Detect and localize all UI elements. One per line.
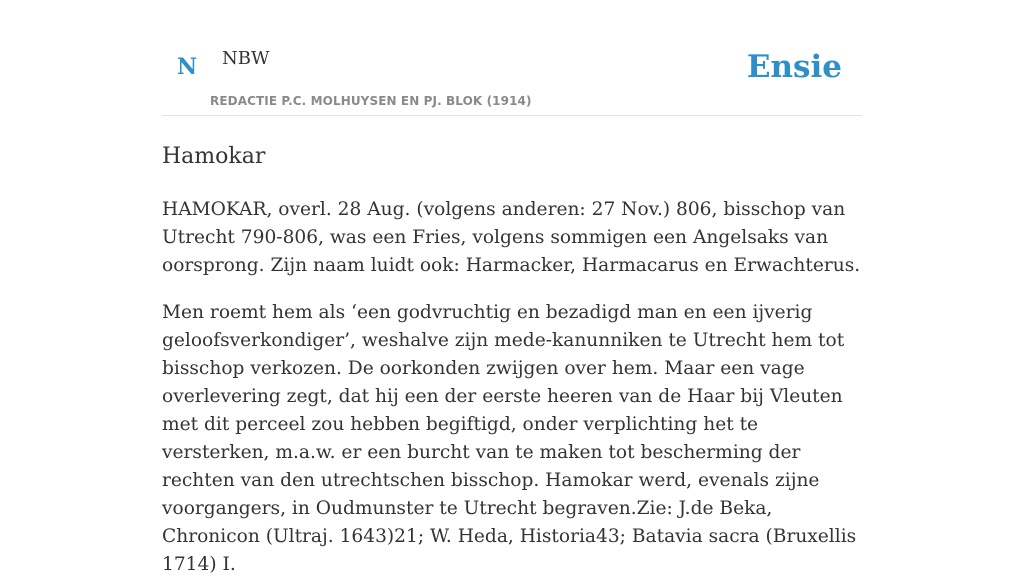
brand-logo[interactable]: Ensie	[746, 49, 842, 85]
source-logo[interactable]: N	[177, 54, 198, 80]
article-paragraph: Men roemt hem als ‘een godvruchtig en bezadigd man en een ijverig geloofsverkondiger’, weshalve zijn mede-kanunniken te Utrecht hem tot bisschop verkozen. De oorkonden zwijgen over hem. Maar een vage overlevering zegt, dat hij een der eerste heeren van de Haar bij Vleuten met dit perceel zou hebben begiftigd, onder verplichting het te versterken, m.a.w. er een burcht van te maken tot bescherming der rechten van den utrechtschen bisschop. Hamokar werd, evenals zijne voorgangers, in Oudmunster te Utrecht begraven.Zie: J.de Beka, Chronicon (Ultraj. 1643)21; W. Heda, Historia43; Batavia sacra (Bruxellis 1714) I.	[162, 302, 857, 575]
page	[162, 0, 862, 579]
source-title[interactable]: NBW	[222, 48, 270, 69]
article-paragraph: HAMOKAR, overl. 28 Aug. (volgens anderen: 27 Nov.) 806, bisschop van Utrecht 790-806, was een Fries, volgens sommigen een Angelsaks van oorsprong. Zijn naam luidt ook: Harmacker, Harmacarus en Erwachterus.	[162, 199, 861, 276]
source-subtitle: REDACTIE P.C. MOLHUYSEN EN PJ. BLOK (1914)	[210, 94, 532, 108]
article-title: Hamokar	[162, 144, 266, 169]
header	[162, 0, 862, 116]
